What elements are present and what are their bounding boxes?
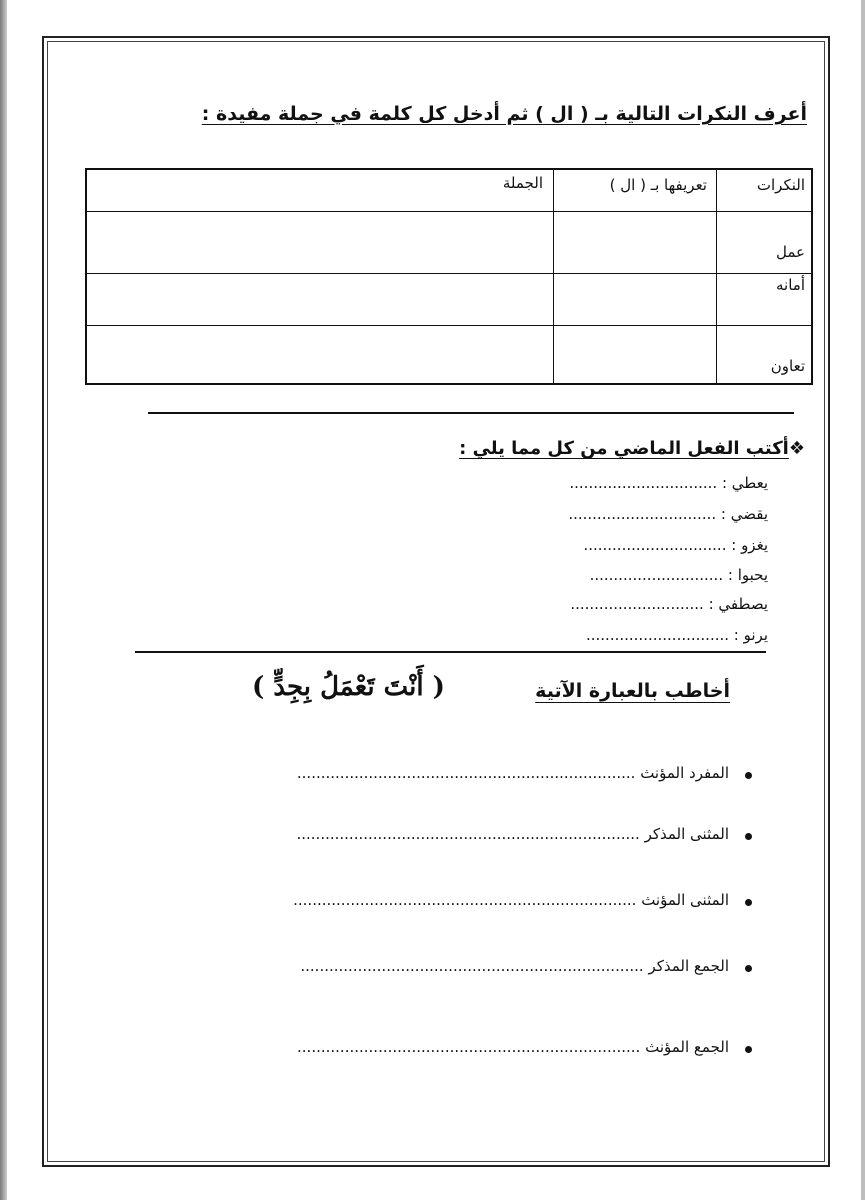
section2-title-text: أكتب الفعل الماضي من كل مما يلي : <box>459 438 789 459</box>
table-row-divider <box>87 325 811 326</box>
table-row-divider <box>87 211 811 212</box>
verb-line <box>586 626 768 644</box>
verb-word: يعطي <box>731 474 768 492</box>
diamond-bullet-icon: ❖ <box>788 438 805 459</box>
answer-dots: ........................................................................ <box>297 1038 646 1056</box>
verb-line <box>569 474 768 492</box>
table-header-sentence: الجملة <box>502 174 543 192</box>
conversion-label: المفرد المؤنث <box>640 764 729 782</box>
conversion-label: الجمع المذكر <box>648 957 729 975</box>
photo-right-edge <box>861 0 865 1200</box>
section3-title: أخاطب بالعبارة الآتية <box>535 680 730 702</box>
bullet-icon <box>745 965 752 972</box>
answer-dots: ........................................................................ <box>296 825 645 843</box>
answer-dots: : ............................ <box>570 595 719 613</box>
conversion-item <box>296 825 729 843</box>
answer-dots: : ............................... <box>568 505 731 523</box>
verb-line <box>570 595 768 613</box>
answer-dots: : .............................. <box>583 536 742 554</box>
bullet-icon <box>745 1046 752 1053</box>
bullet-icon <box>745 833 752 840</box>
verb-line <box>583 536 768 554</box>
answer-dots: : ............................ <box>589 566 738 584</box>
bullet-icon <box>745 772 752 779</box>
verb-word: يغزو <box>741 536 768 554</box>
bullet-icon <box>745 899 752 906</box>
section1-title: أعرف النكرات التالية بـ ( ال ) ثم أدخل كل كلمة في جملة مفيدة : <box>201 103 807 125</box>
answer-dots: ....................................................................... <box>296 764 641 782</box>
section-divider <box>135 651 766 653</box>
table-cell-word: عمل <box>776 243 805 261</box>
verb-word: يحبوا <box>737 566 768 584</box>
answer-dots: : .............................. <box>585 626 744 644</box>
answer-dots: ........................................................................ <box>300 957 649 975</box>
answer-dots: ........................................................................ <box>293 891 642 909</box>
table-cell-word: أمانه <box>776 276 805 294</box>
conversion-label: المثنى المذكر <box>644 825 729 843</box>
verb-word: يصطفي <box>718 595 768 613</box>
nouns-table <box>85 168 813 385</box>
verb-word: يرنو <box>743 626 768 644</box>
table-row-divider <box>87 273 811 274</box>
conversion-item <box>297 764 729 782</box>
table-col-divider <box>716 170 717 383</box>
table-header-nouns: النكرات <box>756 176 805 194</box>
section-divider <box>148 412 794 414</box>
photo-left-edge <box>0 0 7 1200</box>
target-phrase: ( أَنْتَ تَعْمَلُ بِجِدٍّ ) <box>252 672 445 702</box>
table-cell-word: تعاون <box>770 357 805 375</box>
verb-line <box>590 566 768 584</box>
conversion-label: الجمع المؤنث <box>645 1038 729 1056</box>
table-header-definite: تعريفها بـ ( ال ) <box>609 176 707 194</box>
conversion-item <box>297 1038 729 1056</box>
section2-title <box>459 438 805 459</box>
conversion-item <box>300 957 729 975</box>
verb-line <box>568 505 768 523</box>
conversion-label: المثنى المؤنث <box>641 891 729 909</box>
answer-dots: : ............................... <box>569 474 732 492</box>
table-col-divider <box>553 170 554 383</box>
conversion-item <box>293 891 729 909</box>
verb-word: يقضي <box>730 505 768 523</box>
